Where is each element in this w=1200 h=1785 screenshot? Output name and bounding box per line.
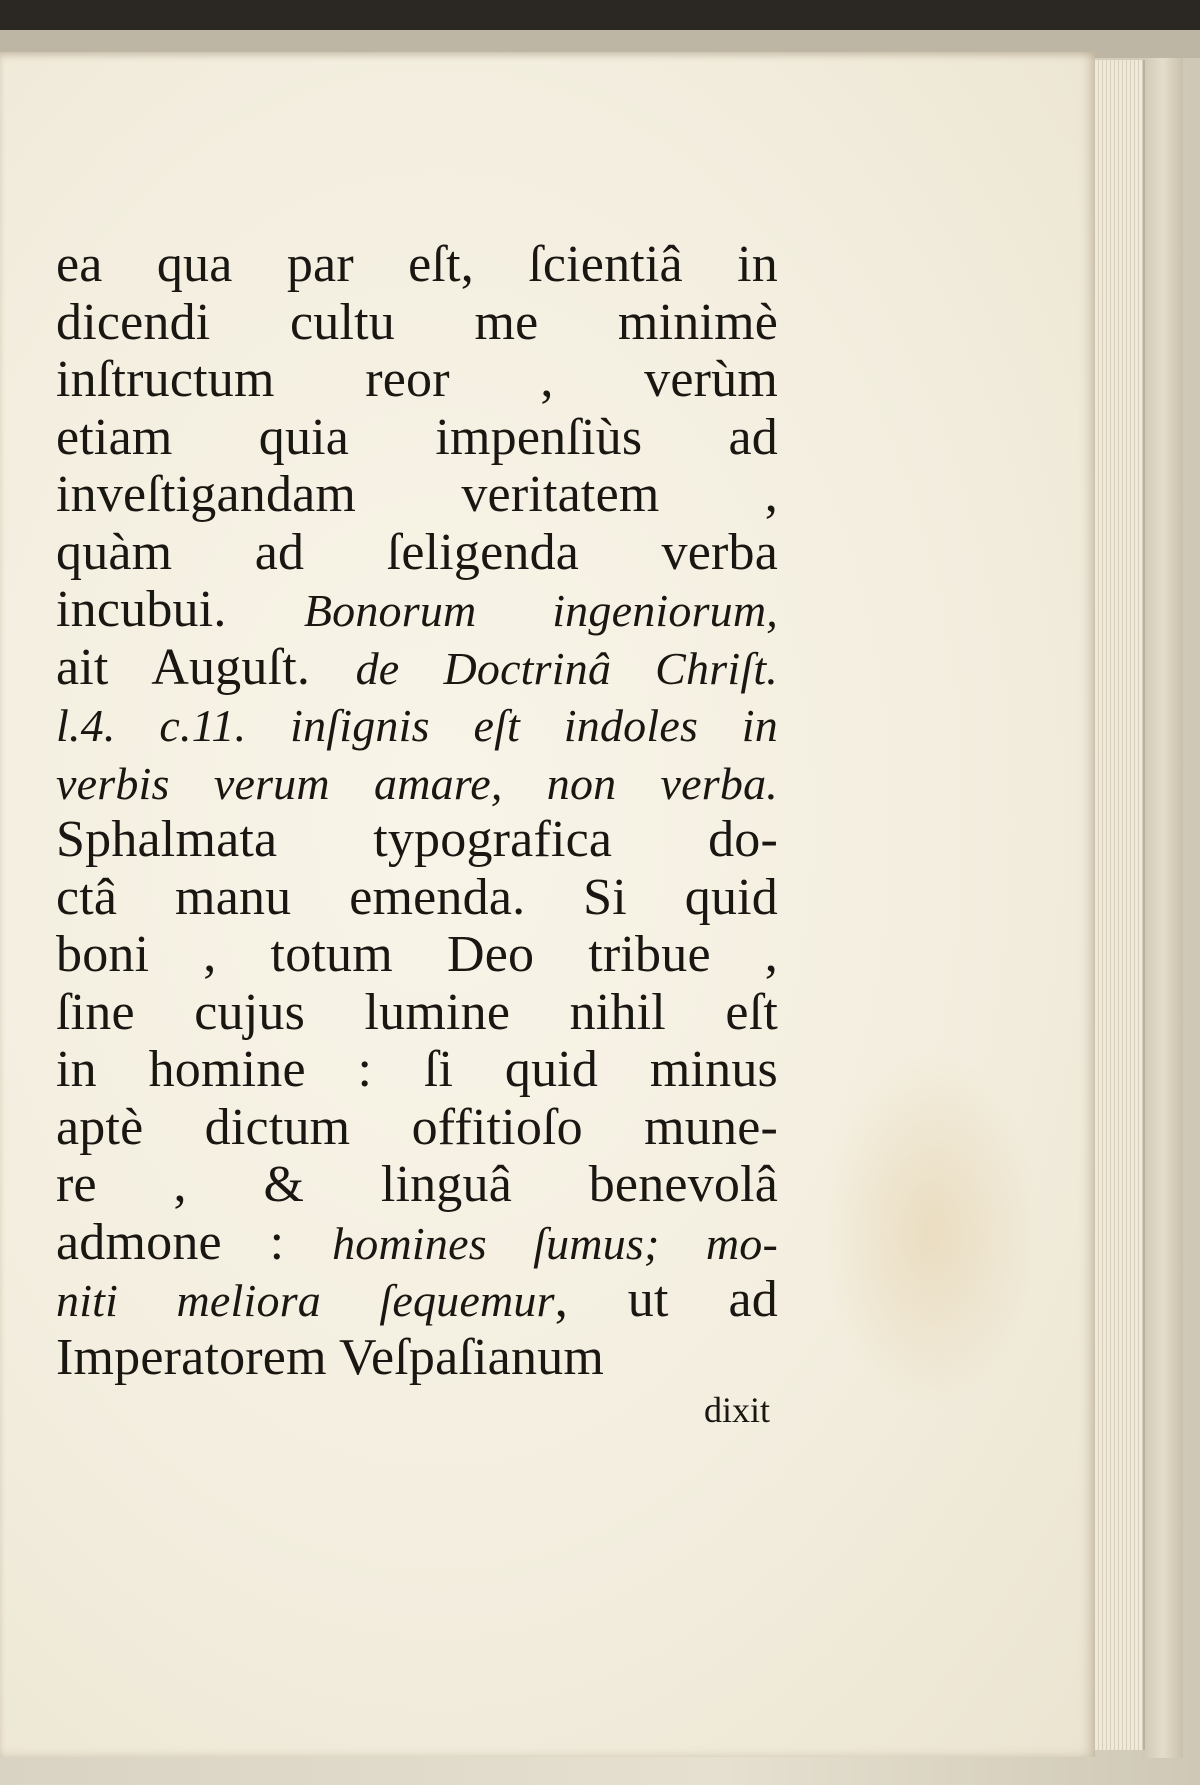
cover-right-edge [1143, 58, 1183, 1758]
text-line [56, 811, 778, 869]
italic-segment: niti meliora ſequemur [56, 1275, 555, 1326]
roman-segment: re , & linguâ benevolâ [56, 1156, 778, 1213]
text-line [56, 236, 778, 294]
text-line [56, 581, 778, 639]
roman-segment: incubui. [56, 581, 304, 638]
roman-segment: ait Auguſt. [56, 638, 356, 696]
page-text [56, 236, 778, 1432]
italic-segment: homines ſumus; mo- [332, 1217, 778, 1269]
text-line [56, 524, 778, 582]
roman-segment: ctâ manu emenda. Si quid [56, 868, 778, 926]
roman-segment: aptè dictum offitioſo mune- [56, 1098, 778, 1156]
text-line [56, 639, 778, 697]
roman-segment: ea qua par eſt, ſcientiâ in [56, 236, 778, 293]
text-line [56, 294, 778, 352]
catchword: dixit [703, 1390, 770, 1430]
text-line [56, 696, 778, 754]
text-line [56, 1271, 778, 1329]
italic-segment: Bonorum ingeniorum, [303, 585, 778, 636]
roman-segment: dicendi cultu me minimè [56, 293, 778, 351]
roman-segment: admone : [56, 1213, 333, 1271]
italic-segment: l.4. c.11. inſignis eſt indoles in [56, 700, 778, 751]
roman-segment: , ut ad [554, 1271, 778, 1328]
text-line [56, 926, 778, 984]
text-line [56, 984, 778, 1042]
roman-segment: inſtructum reor , verùm [56, 351, 778, 408]
roman-segment: etiam quia impenſiùs ad [56, 408, 778, 466]
text-line [56, 754, 778, 812]
italic-segment: de Doctrinâ Chriſt. [355, 642, 778, 694]
text-line [56, 409, 778, 467]
text-line [56, 1099, 778, 1157]
text-line [56, 1156, 778, 1214]
roman-segment: inveſtigandam veritatem , [56, 466, 778, 523]
text-line [56, 1041, 778, 1099]
roman-segment: quàm ad ſeligenda verba [56, 523, 778, 581]
roman-segment: ſine cujus lumine nihil eſt [56, 983, 778, 1041]
text-line [56, 869, 778, 927]
roman-segment: Sphalmata typografica do- [56, 811, 778, 868]
text-line [56, 466, 778, 524]
text-line [56, 351, 778, 409]
roman-segment: in homine : ſi quid minus [56, 1041, 778, 1098]
text-line [56, 1329, 778, 1387]
italic-segment: verbis verum amare, non verba. [56, 757, 778, 809]
text-line [56, 1214, 778, 1272]
roman-segment: boni , totum Deo tribue , [56, 926, 778, 983]
page-edges [1095, 60, 1145, 1750]
text-lines [56, 236, 778, 1386]
roman-segment: Imperatorem Veſpaſianum [56, 1328, 605, 1386]
